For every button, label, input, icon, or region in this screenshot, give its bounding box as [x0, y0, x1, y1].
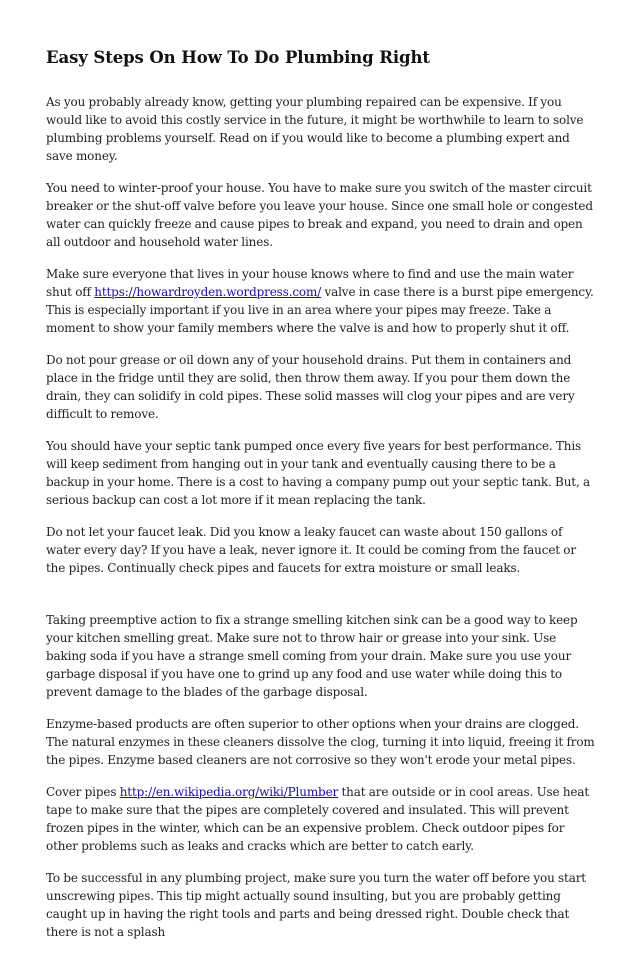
paragraph-text-before-link: Cover pipes [46, 785, 120, 799]
paragraph-text-before-link: Make sure everyone that lives in your house knows where to find and use the main water shut off [46, 267, 574, 299]
paragraph-water-off: To be successful in any plumbing project, make sure you turn the water off before you start unscrewing pipes. This tip might actually sound insulting, but you are probably getting caught up in having the right tools and parts and being dressed right. Double check that there is not a splash [46, 871, 586, 939]
paragraph-enzyme: Enzyme-based products are often superior to other options when your drains are clogged. The natural enzymes in these cleaners dissolve the clog, turning it into liquid, freeing it from the pipes. Enzyme based cleaners are not corrosive so they won't erode your metal pipes. [46, 717, 595, 767]
paragraph-winter-proof: You need to winter-proof your house. You have to make sure you switch of the master circuit breaker or the shut-off valve before you leave your house. Since one small hole or congested water can quickly freeze and cause pipes to break and expand, you need to drain and open all outdoor and household water lines. [46, 181, 593, 249]
howardroyden-link[interactable]: https://howardroyden.wordpress.com/ [94, 285, 322, 299]
paragraph-cover-pipes [46, 783, 598, 855]
paragraph-shut-off-valve [46, 265, 598, 337]
paragraph-grease: Do not pour grease or oil down any of your household drains. Put them in containers and place in the fridge until they are solid, then throw them away. If you pour them down the drain, they can solidify in cold pipes. These solid masses will clog your pipes and are very difficult to remove. [46, 353, 575, 421]
paragraph-text-after-link: that are outside or in cool areas. Use heat tape to make sure that the pipes are completely covered and insulated. This will prevent frozen pipes in the winter, which can be an expensive problem. Check outdoor pipes for other problems such as leaks and cracks which are better to catch early. [46, 785, 590, 853]
wikipedia-plumber-link[interactable]: http://en.wikipedia.org/wiki/Plumber [119, 785, 339, 799]
paragraph-kitchen-sink: Taking preemptive action to fix a strange smelling kitchen sink can be a good way to keep your kitchen smelling great. Make sure not to throw hair or grease into your sink. Use baking soda if you have a strange smell coming from your drain. Make sure you use your garbage disposal if you have one to grind up any food and use water while doing this to prevent damage to the blades of the garbage disposal. [46, 613, 578, 699]
document-page [46, 46, 598, 955]
paragraph-text-after-link: valve in case there is a burst pipe emergency. This is especially important if you live in an area where your pipes may freeze. Take a moment to show your family members where the valve is and how to properly shut it off. [46, 285, 594, 335]
paragraph-septic-tank: You should have your septic tank pumped once every five years for best performance. This will keep sediment from hanging out in your tank and eventually causing there to be a backup in your home. There is a cost to having a company pump out your septic tank. But, a serious backup can cost a lot more if it mean replacing the tank. [46, 439, 590, 507]
paragraph-faucet-leak: Do not let your faucet leak. Did you know a leaky faucet can waste about 150 gallons of water every day? If you have a leak, never ignore it. It could be coming from the faucet or the pipes. Continually check pipes and faucets for extra moisture or small leaks. [46, 525, 576, 575]
page-title: Easy Steps On How To Do Plumbing Right [46, 48, 430, 67]
paragraph-intro: As you probably already know, getting your plumbing repaired can be expensive. If you would like to avoid this costly service in the future, it might be worthwhile to learn to solve plumbing problems yourself. Read on if you would like to become a plumbing expert and save money. [46, 95, 584, 163]
